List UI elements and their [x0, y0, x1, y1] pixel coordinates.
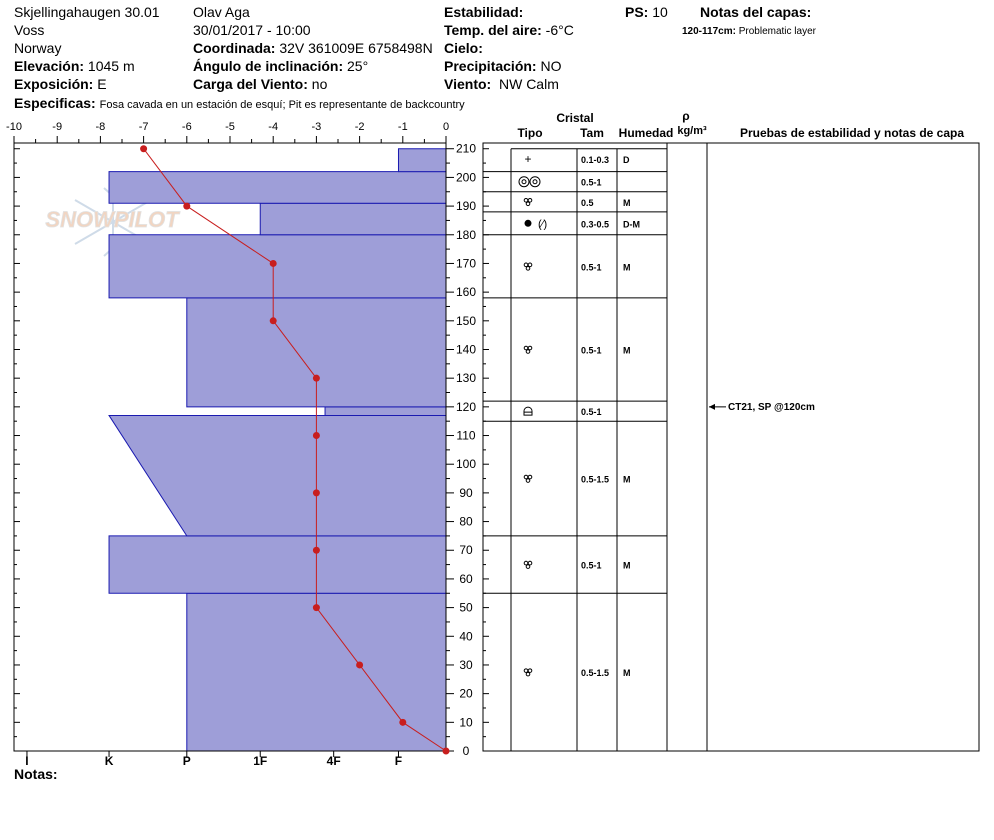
- temperature-tick-label: -8: [95, 121, 106, 133]
- temperature-tick-label: -7: [138, 121, 149, 133]
- plus-icon: +: [524, 151, 532, 166]
- double-circle-icon: [533, 180, 537, 184]
- rounded-grain-icon: [524, 263, 528, 267]
- temperature-point: [399, 719, 406, 726]
- height-tick-label: 130: [455, 371, 477, 386]
- height-tick-label: 30: [459, 657, 473, 672]
- height-tick-label: 60: [459, 571, 473, 586]
- double-circle-icon: [530, 177, 540, 187]
- location-name: Skjellingahaugen 30.01: [14, 4, 160, 20]
- hardness-layer-block: [398, 149, 446, 172]
- rounded-grain-icon: [528, 475, 532, 479]
- height-tick-label: 170: [455, 256, 477, 271]
- layer-moisture: M: [623, 262, 631, 273]
- layer-moisture: M: [623, 345, 631, 356]
- temperature-point: [313, 432, 320, 439]
- layer-size: 0.5-1: [581, 262, 602, 273]
- header-density-unit: kg/m³: [677, 125, 707, 137]
- temperature-tick-label: -6: [181, 121, 192, 133]
- double-circle-icon: [519, 177, 529, 187]
- height-tick-label: 50: [459, 600, 473, 615]
- layer-size: 0.5: [581, 197, 594, 208]
- layer-size: 0.3-0.5: [581, 219, 610, 230]
- rounded-grain-icon: [526, 479, 530, 483]
- stability-test-label: CT21, SP @120cm: [728, 401, 815, 413]
- temperature-tick-label: 0: [442, 121, 450, 133]
- temperature-point: [313, 375, 320, 382]
- temperature-point: [313, 547, 320, 554]
- sky-label: Cielo:: [444, 40, 483, 56]
- elevation-value: 1045 m: [87, 58, 135, 74]
- height-tick-label: 80: [459, 514, 473, 529]
- layer-moisture: M: [623, 474, 631, 485]
- temperature-point: [270, 317, 277, 324]
- height-tick-label: 190: [455, 199, 477, 214]
- height-tick-label: 90: [459, 485, 473, 500]
- temperature-point: [313, 604, 320, 611]
- rounded-grain-icon: [524, 346, 528, 350]
- height-tick-label: 100: [455, 457, 477, 472]
- temperature-tick-label: -2: [354, 121, 365, 133]
- layer-table-frame: [483, 143, 979, 751]
- region-name: Voss: [14, 22, 45, 38]
- slope-angle-value: 25°: [347, 58, 369, 74]
- height-tick-label: 0: [462, 744, 470, 758]
- layer-moisture: M: [623, 197, 631, 208]
- layer-size: 0.1-0.3: [581, 154, 610, 165]
- country-name: Norway: [14, 40, 62, 56]
- height-tick-label: 150: [455, 313, 477, 328]
- height-tick-label: 160: [455, 285, 477, 300]
- specifics-label: Especificas:: [14, 95, 96, 111]
- coordinate-label: Coordinada:: [193, 40, 276, 56]
- layer-note-range: 120-117cm:: [682, 26, 736, 37]
- hardness-tick-label: I: [25, 754, 29, 768]
- hardness-layer-block: [260, 203, 446, 235]
- rounded-grain-icon: [526, 267, 530, 271]
- header-size: Tam: [580, 126, 604, 140]
- specifics-value: Fosa cavada en un estación de esquí; Pit es representante de backcountry: [99, 99, 465, 111]
- temperature-tick-label: -9: [52, 121, 63, 133]
- hardness-tick-label: K: [104, 754, 114, 768]
- layer-note-text: Problematic layer: [738, 26, 816, 37]
- layer-size: 0.5-1: [581, 345, 602, 356]
- aspect-value: E: [97, 76, 107, 92]
- rounded-grain-icon: [524, 475, 528, 479]
- rounded-grain-icon: [528, 198, 532, 202]
- hardness-layer-block: [325, 407, 446, 416]
- temperature-tick-label: -4: [268, 121, 279, 133]
- hardness-layer-block: [187, 593, 446, 751]
- height-tick-label: 120: [455, 399, 477, 414]
- stability-label: Estabilidad:: [444, 4, 524, 20]
- header-tests: Pruebas de estabilidad y notas de capa: [739, 126, 965, 140]
- elevation-label: Elevación:: [14, 58, 85, 74]
- coordinate-value: 32V 361009E 6758498N: [279, 40, 433, 56]
- layer-moisture: M: [623, 668, 631, 679]
- temperature-tick-label: -3: [311, 121, 322, 133]
- height-tick-label: 70: [459, 543, 473, 558]
- header-crystal: Cristal: [556, 111, 594, 125]
- hardness-tick-label: 1F: [253, 754, 268, 768]
- watermark-text: SNOWPILOT: [45, 207, 179, 232]
- temperature-point: [270, 260, 277, 267]
- ps-value: 10: [652, 4, 668, 20]
- double-circle-icon: [522, 180, 526, 184]
- hardness-layer-block: [109, 172, 446, 204]
- temperature-tick-label: -1: [397, 121, 408, 133]
- depth-hoar-icon: [524, 407, 532, 415]
- rounded-grain-icon: [526, 350, 530, 354]
- graupel-icon: (⁄): [538, 218, 548, 231]
- air-temperature-label: Temp. del aire:: [444, 22, 542, 38]
- wind-label: Viento:: [444, 76, 492, 92]
- layer-size: 0.5-1.5: [581, 668, 610, 679]
- hardness-tick-label: 4F: [326, 754, 341, 768]
- arrow-left-icon: [709, 404, 715, 410]
- rounded-grain-icon: [526, 565, 530, 569]
- hardness-layer-block: [109, 536, 446, 593]
- height-tick-label: 40: [459, 629, 473, 644]
- temperature-tick-label: -5: [225, 121, 235, 133]
- precipitation-value: NO: [540, 58, 562, 74]
- layer-notes-label: Notas del capas:: [700, 4, 812, 20]
- wind-value: NW Calm: [498, 76, 559, 92]
- header-rho: ρ: [682, 109, 690, 123]
- rounded-grain-icon: [524, 198, 528, 202]
- ps-label: PS:: [625, 4, 649, 20]
- aspect-label: Exposición:: [14, 76, 94, 92]
- layer-moisture: D-M: [623, 219, 640, 230]
- slope-angle-label: Ángulo de inclinación:: [193, 58, 344, 74]
- hardness-tick-label: P: [182, 754, 191, 768]
- temperature-point: [443, 748, 450, 755]
- wind-loading-value: no: [311, 76, 328, 92]
- temperature-point: [356, 661, 363, 668]
- rounded-grain-icon: [526, 672, 530, 676]
- hardness-tick-label: F: [394, 754, 403, 768]
- layer-moisture: M: [623, 560, 631, 571]
- layer-size: 0.5-1.5: [581, 474, 610, 485]
- height-tick-label: 110: [456, 428, 476, 443]
- temperature-point: [183, 203, 190, 210]
- rounded-grain-icon: [528, 669, 532, 673]
- height-tick-label: 20: [459, 686, 473, 701]
- height-tick-label: 180: [455, 227, 477, 242]
- notes-label: Notas:: [14, 766, 58, 782]
- rounded-grain-icon: [528, 346, 532, 350]
- rounded-grain-icon: [524, 561, 528, 565]
- layer-moisture: D: [623, 154, 630, 165]
- hardness-layer-block: [109, 235, 446, 298]
- temperature-point: [140, 145, 147, 152]
- header-type: Tipo: [517, 126, 543, 140]
- rounded-grain-icon: [528, 561, 532, 565]
- rounded-grain-icon: [528, 263, 532, 267]
- air-temperature-value: -6°C: [545, 22, 574, 38]
- layer-size: 0.5-1: [581, 407, 602, 418]
- wind-loading-label: Carga del Viento:: [193, 76, 308, 92]
- layer-size: 0.5-1: [581, 560, 602, 571]
- graupel-icon: [525, 220, 532, 227]
- height-tick-label: 140: [455, 342, 477, 357]
- height-tick-label: 10: [459, 715, 473, 730]
- height-tick-label: 200: [455, 170, 477, 185]
- observation-datetime: 30/01/2017 - 10:00: [193, 22, 311, 38]
- rounded-grain-icon: [524, 669, 528, 673]
- rounded-grain-icon: [526, 202, 530, 206]
- layer-size: 0.5-1: [581, 177, 602, 188]
- hardness-layer-block: [109, 415, 446, 535]
- height-tick-label: 210: [455, 141, 477, 156]
- temperature-tick-label: -10: [6, 121, 22, 133]
- precipitation-label: Precipitación:: [444, 58, 537, 74]
- header-moisture: Humedad: [618, 126, 674, 140]
- temperature-point: [313, 489, 320, 496]
- observer-name: Olav Aga: [193, 4, 250, 20]
